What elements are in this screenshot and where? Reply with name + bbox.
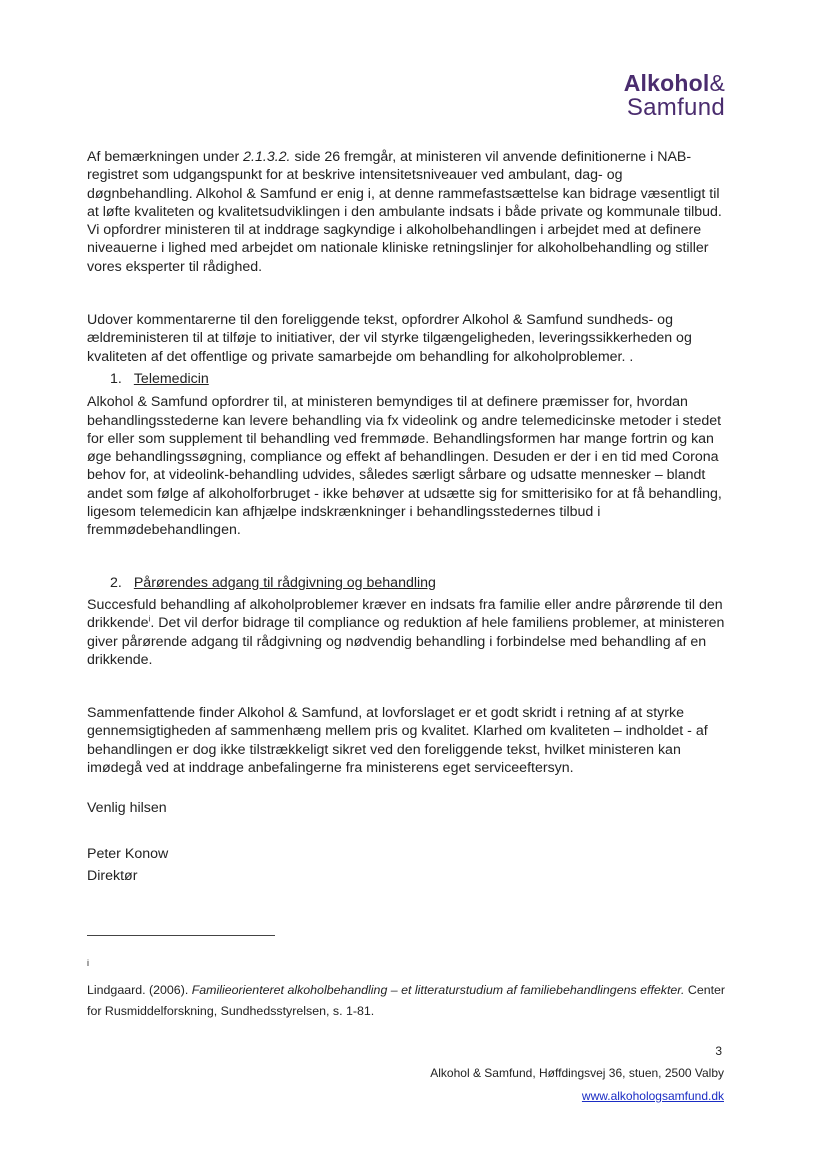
signature-name: Peter Konow (87, 845, 169, 862)
footer-address: Alkohol & Samfund, Høffdingsvej 36, stuen, 2500 Valby (430, 1066, 724, 1080)
logo (624, 72, 725, 120)
section-reference: 2.1.3.2. (243, 149, 291, 165)
footnote-reference: i (148, 614, 151, 624)
paragraph-summary: Sammenfattende finder Alkohol & Samfund, at lovforslaget er et godt skridt i retning af at styrke gennemsigtigheden af sammenhæng mellem pris og kvalitet. Klarhed om kvaliteten – indholdet - af behandlingen er dog ikke tilstrækkeligt sikret ved den foreliggende tekst, hvilket ministeren kan imødegå ved at inddrage anbefalingerne fra ministerens eget serviceeftersyn. (87, 705, 708, 777)
website-link[interactable]: www.alkohologsamfund.dk (581, 1089, 724, 1103)
footnote-author: Lindgaard. (2006). (87, 983, 192, 997)
closing-greeting: Venlig hilsen (87, 800, 167, 817)
letter-body (87, 148, 727, 885)
paragraph-relatives (87, 596, 727, 669)
paragraph-text: . Det vil derfor bidrage til compliance og reduktion af hele familiens problemer, at ministeren giver pårørende adgang til rådgivning og nødvendig behandling i forbindelse med behandling af en drikkende. (87, 615, 725, 668)
paragraph-telemedicin: Alkohol & Samfund opfordrer til, at ministeren bemyndiges til at definere præmisser for, hvordan behandlingsstederne kan levere behandling via fx videolink og andre telemedicinske metoder i stedet for eller som supplement til behandling ved fremmøde. Behandlingsformen har mange fortrin og kan øge behandlingssøgning, compliance og effekt af behandlingen. Desuden er der i en tid med Corona behov for, at videolink-behandling udvides, således særligt sårbare og udsatte mennesker – blandt andet som følge af alkoholforbruget - ikke behøver at udsætte sig for smitterisiko for at få behandling, ligesom telemedicin kan afhjælpe indskrænkninger i behandlingsstedernes tilbud i fremmødebehandlingen. (87, 394, 722, 539)
paragraph-text: side 26 fremgår, at ministeren vil anvende definitionerne i NAB-registret som udgangspunkt for at beskrive intensitetsniveauer ved ambulant, dag- og døgnbehandling. Alkohol & Samfund er enig i, at denne rammefastsættelse kan bidrage væsentligt til at løfte kvaliteten og kvalitetsudviklingen i den ambulante indsats i både private og kommunale tilbud. Vi opfordrer ministeren til at inddrage sagkyndige i alkoholbehandlingen i arbejdet med at definere niveauerne i lighed med arbejdet om nationale kliniske retningslinjer for alkoholbehandling og stiller vores eksperter til rådighed. (87, 149, 722, 275)
footnote-citation (87, 980, 727, 1021)
heading-telemedicin (87, 370, 727, 388)
footnote-marker: i (87, 958, 89, 968)
paragraph-text: Af bemærkningen under (87, 149, 244, 165)
heading-relatives (87, 574, 727, 592)
signature-title: Direktør (87, 867, 138, 884)
logo-word-alkohol: Alkohol (623, 70, 710, 96)
page-number: 3 (715, 1044, 722, 1058)
heading-number: 1. (110, 370, 122, 387)
footnote-divider (87, 935, 275, 936)
footnote-title: Familieorienteret alkoholbehandling – et litteraturstudium af familiebehandlingens effekter. (191, 983, 685, 997)
logo-ampersand: & (709, 70, 725, 96)
heading-title: Pårørendes adgang til rådgivning og behandling (133, 574, 436, 591)
heading-number: 2. (110, 574, 122, 591)
paragraph-text: Succesfuld behandling af alkoholproblemer kræver en indsats fra familie eller andre pårørende til den drikkende (87, 596, 723, 632)
paragraph-initiatives: Udover kommentarerne til den foreliggende tekst, opfordrer Alkohol & Samfund sundheds- og ældreministeren til at tilføje to initiativer, der vil styrke tilgængeligheden, leveringssikkerheden og kvaliteten af det offentlige og private samarbejde om behandling for alkoholproblemer. . (87, 312, 692, 365)
logo-word-samfund: Samfund (626, 94, 725, 121)
paragraph-intensity-levels (87, 148, 727, 276)
heading-title: Telemedicin (133, 370, 209, 387)
footnote-source: Center for Rusmiddelforskning, Sundhedsstyrelsen, s. 1-81. (87, 983, 726, 1018)
